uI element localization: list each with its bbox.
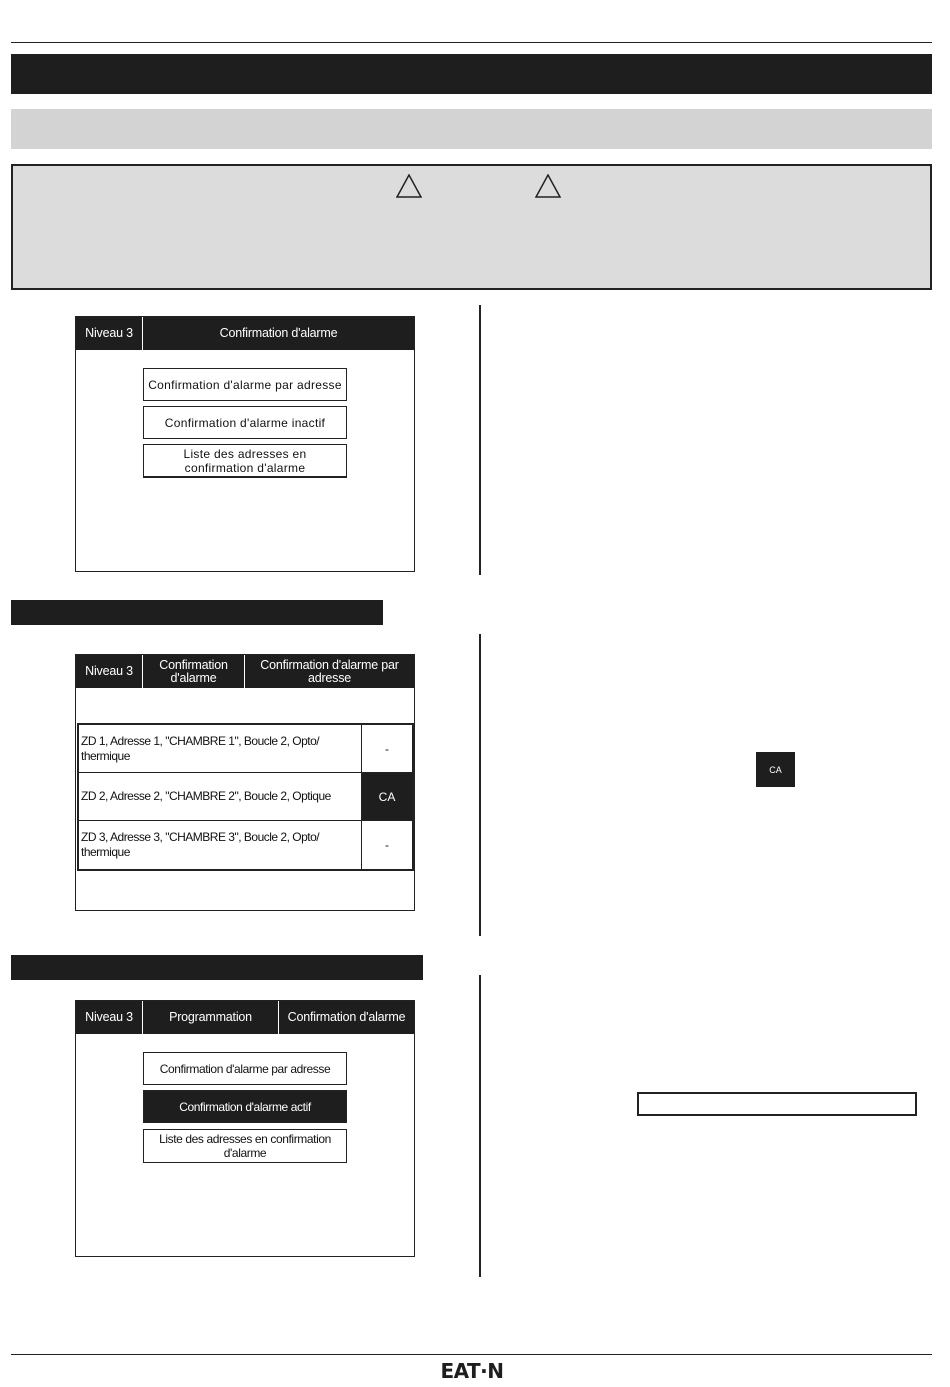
screen-programming-alarm-confirmation — [75, 1000, 415, 1257]
value-field — [637, 1092, 917, 1116]
screen-header — [76, 1001, 414, 1034]
row-description: ZD 2, Adresse 2, "CHAMBRE 2", Boucle 2, Optique — [79, 773, 362, 820]
warning-box — [11, 164, 932, 290]
screen-alarm-confirm-by-address — [75, 654, 415, 911]
warning-triangle-icon — [535, 174, 561, 198]
header-title: Confirmation d'alarme par adresse — [260, 657, 399, 685]
alarm-confirm-by-address-button[interactable]: Confirmation d'alarme par adresse — [143, 1052, 347, 1085]
bottom-rule — [11, 1354, 932, 1355]
screen-header — [76, 317, 414, 350]
alarm-confirm-by-address-button[interactable]: Confirmation d'alarme par adresse — [143, 368, 347, 401]
address-list-button[interactable]: Liste des adresses en confirmation d'alarme — [143, 444, 347, 478]
header-breadcrumb: Programmation — [143, 1001, 279, 1034]
header-title: Confirmation d'alarme — [287, 1010, 406, 1024]
address-table — [77, 723, 414, 871]
table-row[interactable] — [79, 773, 412, 821]
screen-alarm-confirmation-menu — [75, 316, 415, 572]
column-divider — [479, 634, 481, 936]
top-rule — [11, 42, 932, 43]
header-level: Niveau 3 — [76, 317, 143, 350]
table-row[interactable] — [79, 725, 412, 773]
row-status-toggle[interactable]: - — [385, 741, 389, 756]
alarm-confirm-active-button[interactable]: Confirmation d'alarme actif — [143, 1090, 347, 1123]
row-status-toggle[interactable]: CA — [362, 773, 412, 820]
row-description: ZD 1, Adresse 1, "CHAMBRE 1", Boucle 2, Opto/ thermique — [79, 725, 362, 772]
alarm-confirm-inactive-button[interactable]: Confirmation d'alarme inactif — [143, 406, 347, 439]
header-level: Niveau 3 — [76, 655, 143, 688]
screen-header — [76, 655, 414, 688]
header-breadcrumb: Confirmation d'alarme — [143, 655, 245, 688]
warning-triangle-icon — [396, 174, 422, 198]
table-row[interactable] — [79, 821, 412, 869]
title-bar — [11, 54, 932, 94]
header-level: Niveau 3 — [76, 1001, 143, 1034]
section-bar — [11, 600, 383, 625]
ca-status-chip: CA — [756, 752, 795, 787]
subtitle-bar — [11, 109, 932, 149]
address-list-button[interactable]: Liste des adresses en confirmation d'alarme — [143, 1129, 347, 1163]
section-bar — [11, 955, 423, 980]
eaton-logo: EAT·N — [440, 1359, 504, 1383]
column-divider — [479, 305, 481, 575]
column-divider — [479, 975, 481, 1277]
row-description: ZD 3, Adresse 3, "CHAMBRE 3", Boucle 2, Opto/ thermique — [79, 821, 362, 869]
row-status-toggle[interactable]: - — [385, 838, 389, 852]
header-title: Confirmation d'alarme — [219, 326, 338, 340]
